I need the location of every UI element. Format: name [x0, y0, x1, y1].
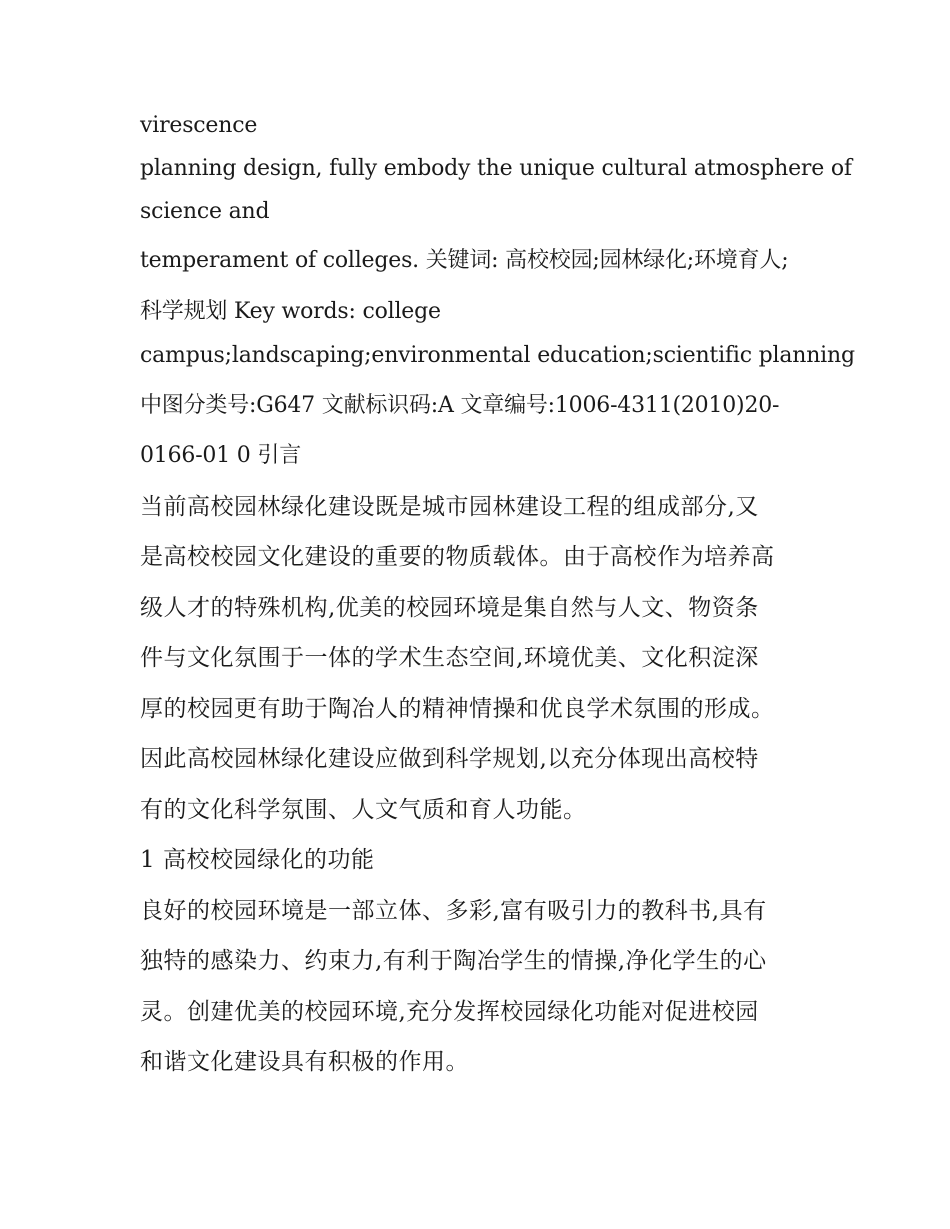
text-line: virescence: [140, 113, 258, 138]
paragraph-line: 和谐文化建设具有积极的作用。: [140, 1049, 469, 1075]
paragraph-line: 因此高校园林绿化建设应做到科学规划,以充分体现出高校特: [140, 746, 759, 772]
paragraph-line: 有的文化科学氛围、人文气质和育人功能。: [140, 797, 587, 823]
text-line: temperament of colleges. 关键词: 高校校园;园林绿化;环境育人;: [140, 248, 789, 273]
text-line: 中图分类号:G647 文献标识码:A 文章编号:1006-4311(2010)20-: [140, 393, 780, 418]
text-line: 0166-01 0 引言: [140, 443, 301, 468]
paragraph-line: 是高校校园文化建设的重要的物质载体。由于高校作为培养高: [140, 544, 775, 570]
text-line: science and: [140, 199, 270, 224]
text-line: 科学规划 Key words: college: [140, 299, 441, 324]
paragraph-line: 良好的校园环境是一部立体、多彩,富有吸引力的教科书,具有: [140, 898, 767, 924]
section-heading: 1 高校校园绿化的功能: [140, 847, 375, 873]
paragraph-line: 厚的校园更有助于陶冶人的精神情操和优良学术氛围的形成。: [140, 696, 775, 722]
text-line: campus;landscaping;environmental education;scientific planning: [140, 343, 855, 368]
paragraph-line: 独特的感染力、约束力,有利于陶冶学生的情操,净化学生的心: [140, 948, 767, 974]
text-line: planning design, fully embody the unique cultural atmosphere of: [140, 156, 852, 181]
paragraph-line: 件与文化氛围于一体的学术生态空间,环境优美、文化积淀深: [140, 645, 759, 671]
paragraph-line: 级人才的特殊机构,优美的校园环境是集自然与人文、物资条: [140, 595, 759, 621]
paragraph-line: 灵。创建优美的校园环境,充分发挥校园绿化功能对促进校园: [140, 999, 759, 1025]
paragraph-line: 当前高校园林绿化建设既是城市园林建设工程的组成部分,又: [140, 494, 759, 520]
